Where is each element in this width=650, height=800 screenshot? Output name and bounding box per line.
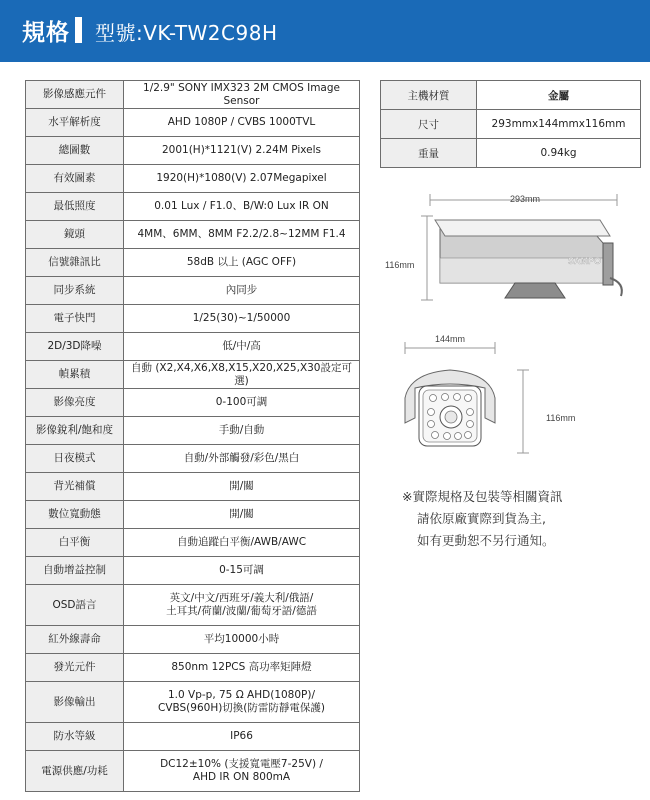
spec-value: 平均10000小時 — [124, 626, 360, 654]
spec-value: 英文/中文/西班牙/義大利/俄語/ 土耳其/荷蘭/波蘭/葡萄牙語/德語 — [124, 585, 360, 626]
spec-row — [26, 473, 360, 501]
spec-row — [26, 654, 360, 682]
spec-row — [26, 723, 360, 751]
spec-label: 電源供應/功耗 — [26, 751, 124, 792]
spec-value: 1.0 Vp-p, 75 Ω AHD(1080P)/ CVBS(960H)切換(防雷防靜電保護) — [124, 682, 360, 723]
disclaimer-note — [402, 486, 642, 552]
spec-value: 1920(H)*1080(V) 2.07Megapixel — [124, 165, 360, 193]
spec-label: 自動增益控制 — [26, 557, 124, 585]
side-spec-row — [381, 110, 641, 139]
side-spec-label: 尺寸 — [381, 110, 477, 139]
spec-table — [25, 80, 360, 792]
spec-row — [26, 109, 360, 137]
spec-label: 日夜模式 — [26, 445, 124, 473]
side-spec-label: 重量 — [381, 139, 477, 168]
spec-row — [26, 626, 360, 654]
camera-side-view-diagram — [385, 188, 640, 313]
model-number: 型號:VK-TW2C98H — [95, 21, 278, 45]
spec-label: 影像輸出 — [26, 682, 124, 723]
note-line-2: 請依原廠實際到貨為主, — [417, 511, 546, 526]
spec-label: 防水等級 — [26, 723, 124, 751]
spec-row — [26, 529, 360, 557]
spec-row — [26, 137, 360, 165]
spec-value: 0-100可調 — [124, 389, 360, 417]
camera-front-view-diagram — [395, 328, 635, 463]
side-spec-label: 主機材質 — [381, 81, 477, 110]
spec-label: 同步系統 — [26, 277, 124, 305]
spec-row — [26, 193, 360, 221]
spec-value: 低/中/高 — [124, 333, 360, 361]
header-banner — [0, 0, 650, 62]
spec-label: 信號雜訊比 — [26, 249, 124, 277]
spec-row — [26, 417, 360, 445]
spec-label: 鏡頭 — [26, 221, 124, 249]
spec-label: 幀累積 — [26, 361, 124, 389]
spec-value: 自動 (X2,X4,X6,X8,X15,X20,X25,X30設定可選) — [124, 361, 360, 389]
spec-row — [26, 249, 360, 277]
spec-row — [26, 557, 360, 585]
height-dimension-label: 116mm — [385, 260, 415, 270]
spec-row — [26, 501, 360, 529]
spec-row — [26, 333, 360, 361]
side-spec-value: 0.94kg — [477, 139, 641, 168]
spec-value: 58dB 以上 (AGC OFF) — [124, 249, 360, 277]
spec-label: 總圖數 — [26, 137, 124, 165]
spec-value: 自動追蹤白平衡/AWB/AWC — [124, 529, 360, 557]
spec-label: 數位寬動態 — [26, 501, 124, 529]
spec-value: IP66 — [124, 723, 360, 751]
spec-row — [26, 751, 360, 792]
spec-row — [26, 682, 360, 723]
side-spec-value: 293mmx144mmx116mm — [477, 110, 641, 139]
spec-label: 影像銳利/飽和度 — [26, 417, 124, 445]
spec-row — [26, 585, 360, 626]
spec-row — [26, 361, 360, 389]
spec-label: 有效圖素 — [26, 165, 124, 193]
spec-label: 最低照度 — [26, 193, 124, 221]
spec-value: 手動/自動 — [124, 417, 360, 445]
spec-label: 2D/3D降噪 — [26, 333, 124, 361]
spec-row — [26, 165, 360, 193]
spec-value: 開/關 — [124, 473, 360, 501]
spec-value: 自動/外部觸發/彩色/黑白 — [124, 445, 360, 473]
spec-label: 電子快門 — [26, 305, 124, 333]
spec-value: 1/2.9" SONY IMX323 2M CMOS Image Sensor — [124, 81, 360, 109]
spec-value: AHD 1080P / CVBS 1000TVL — [124, 109, 360, 137]
spec-row — [26, 277, 360, 305]
note-line-3: 如有更動恕不另行通知。 — [417, 533, 555, 548]
spec-value: 4MM、6MM、8MM F2.2/2.8~12MM F1.4 — [124, 221, 360, 249]
spec-value: 0-15可調 — [124, 557, 360, 585]
front-height-dimension-label: 116mm — [546, 413, 576, 423]
spec-label: 影像亮度 — [26, 389, 124, 417]
spec-label: OSD語言 — [26, 585, 124, 626]
spec-value: 1/25(30)~1/50000 — [124, 305, 360, 333]
spec-value: 開/關 — [124, 501, 360, 529]
brand-logo: SAMPO — [568, 256, 602, 266]
spec-label: 水平解析度 — [26, 109, 124, 137]
spec-value: 內同步 — [124, 277, 360, 305]
page-title: 規格 — [22, 20, 70, 46]
spec-value: 850nm 12PCS 高功率矩陣燈 — [124, 654, 360, 682]
spec-row — [26, 221, 360, 249]
spec-row — [26, 81, 360, 109]
width-dimension-label: 293mm — [509, 194, 541, 204]
title-divider — [75, 17, 82, 43]
spec-label: 影像感應元件 — [26, 81, 124, 109]
front-width-dimension-label: 144mm — [434, 334, 466, 344]
spec-label: 發光元件 — [26, 654, 124, 682]
side-spec-value: 金屬 — [477, 81, 641, 110]
spec-row — [26, 305, 360, 333]
note-line-1: ※實際規格及包裝等相關資訊 — [402, 489, 563, 504]
spec-value: 0.01 Lux / F1.0、B/W:0 Lux IR ON — [124, 193, 360, 221]
side-spec-row — [381, 81, 641, 110]
spec-label: 背光補償 — [26, 473, 124, 501]
spec-value: 2001(H)*1121(V) 2.24M Pixels — [124, 137, 360, 165]
spec-value: DC12±10% (支援寬電壓7-25V) / AHD IR ON 800mA — [124, 751, 360, 792]
spec-label: 白平衡 — [26, 529, 124, 557]
side-spec-row — [381, 139, 641, 168]
spec-row — [26, 389, 360, 417]
side-spec-table — [380, 80, 641, 168]
spec-row — [26, 445, 360, 473]
spec-label: 紅外線壽命 — [26, 626, 124, 654]
